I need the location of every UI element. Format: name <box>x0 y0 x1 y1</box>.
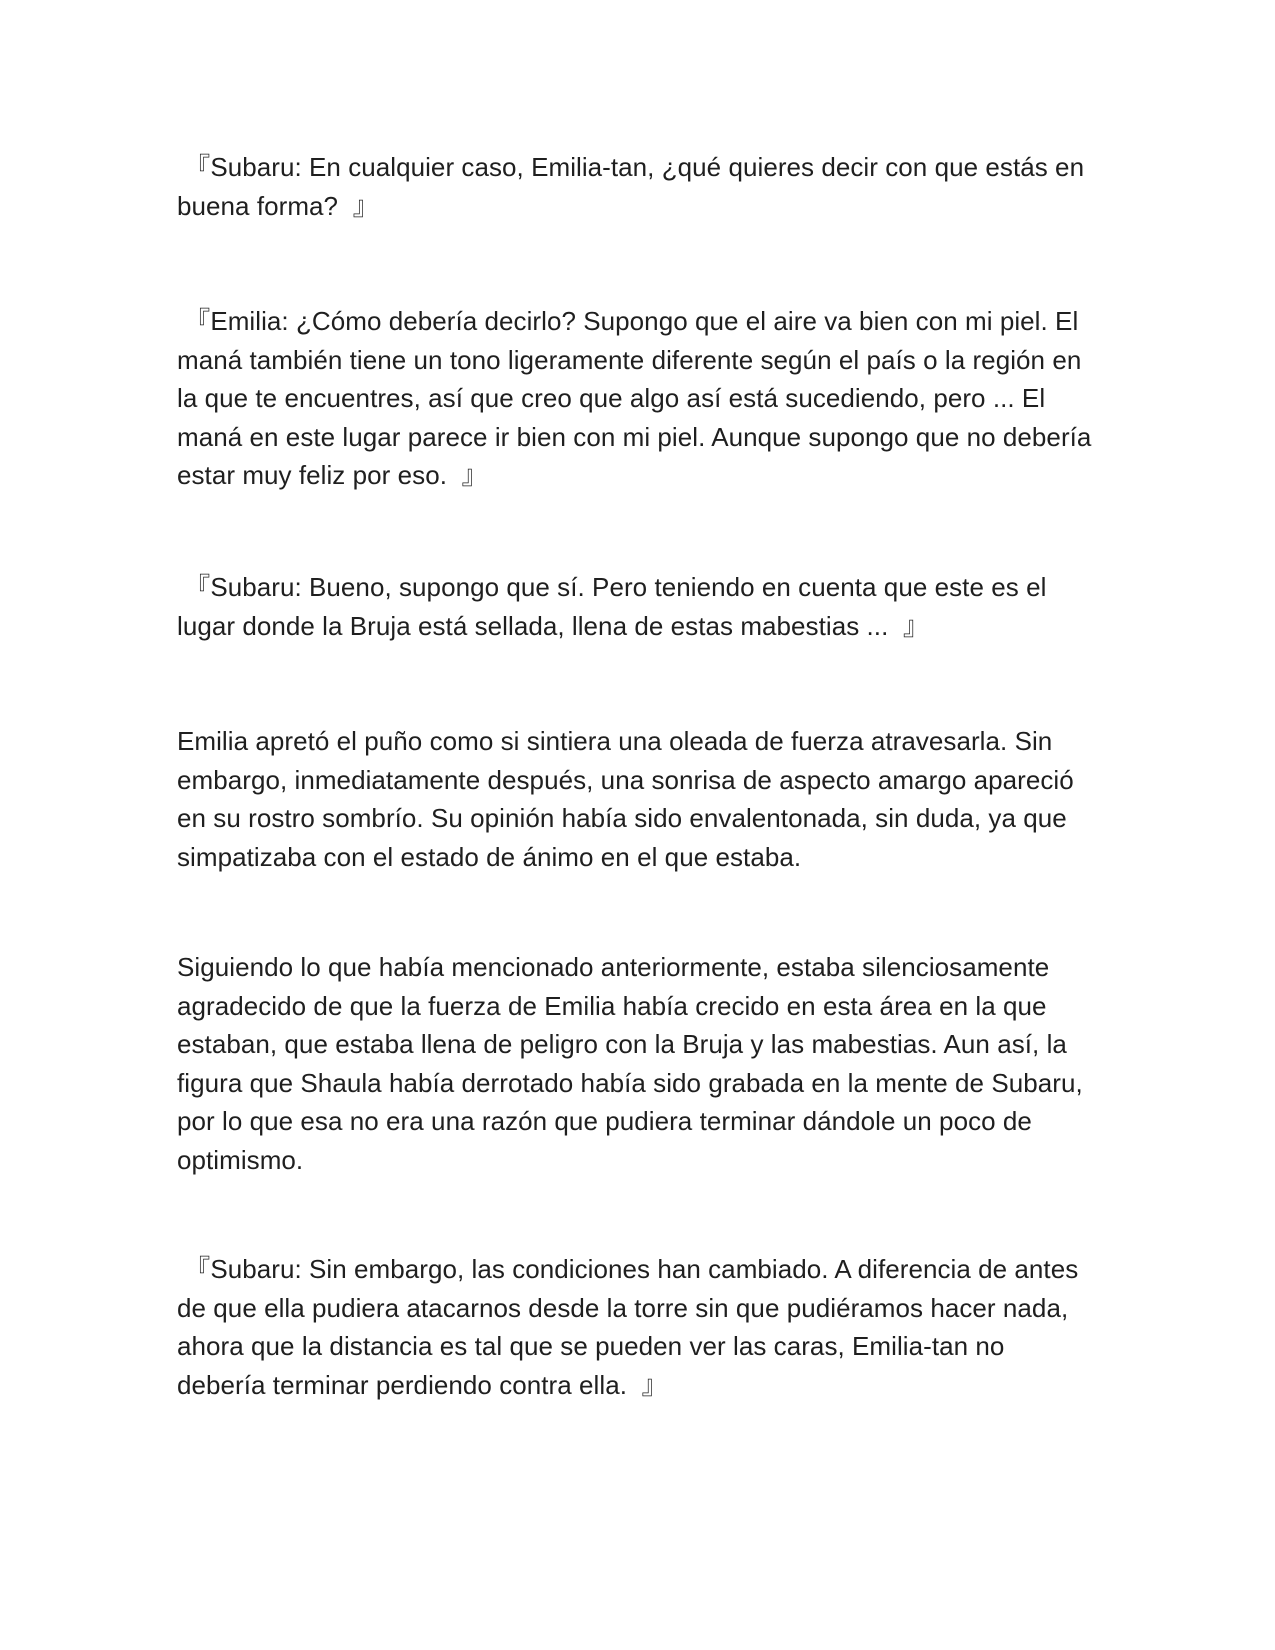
paragraph-narration-1: Emilia apretó el puño como si sintiera una oleada de fuerza atravesarla. Sin embargo, inmediatamente después, una sonrisa de aspecto amargo apareció en su rostro sombrío. Su opinión había sido envalentonada, sin duda, ya que simpatizaba con el estado de ánimo en el que estaba. <box>177 726 1074 872</box>
paragraph-subaru-2: 『Subaru: Bueno, supongo que sí. Pero teniendo en cuenta que este es el lugar donde la Bruja está sellada, llena de estas mabestias ... 』 <box>177 572 1054 641</box>
paragraph-emilia-1: 『Emilia: ¿Cómo debería decirlo? Supongo que el aire va bien con mi piel. El maná también tiene un tono ligeramente diferente según el país o la región en la que te encuentres, así que creo que algo así está sucediendo, pero ... El maná en este lugar parece ir bien con mi piel. Aunque supongo que no debería estar muy feliz por eso. 』 <box>177 306 1099 490</box>
paragraph-narration-2: Siguiendo lo que había mencionado anteriormente, estaba silenciosamente agradecido de que la fuerza de Emilia había crecido en esta área en la que estaban, que estaba llena de peligro con la Bruja y las mabestias. Aun así, la figura que Shaula había derrotado había sido grabada en la mente de Subaru, por lo que esa no era una razón que pudiera terminar dándole un poco de optimismo. <box>177 952 1083 1175</box>
paragraph-subaru-3: 『Subaru: Sin embargo, las condiciones han cambiado. A diferencia de antes de que ella pudiera atacarnos desde la torre sin que pudiéramos hacer nada, ahora que la distancia es tal que se pueden ver las caras, Emilia-tan no debería terminar perdiendo contra ella. 』 <box>177 1254 1086 1400</box>
paragraph-subaru-1: 『Subaru: En cualquier caso, Emilia-tan, ¿qué quieres decir con que estás en buena forma? 』 <box>177 152 1092 221</box>
